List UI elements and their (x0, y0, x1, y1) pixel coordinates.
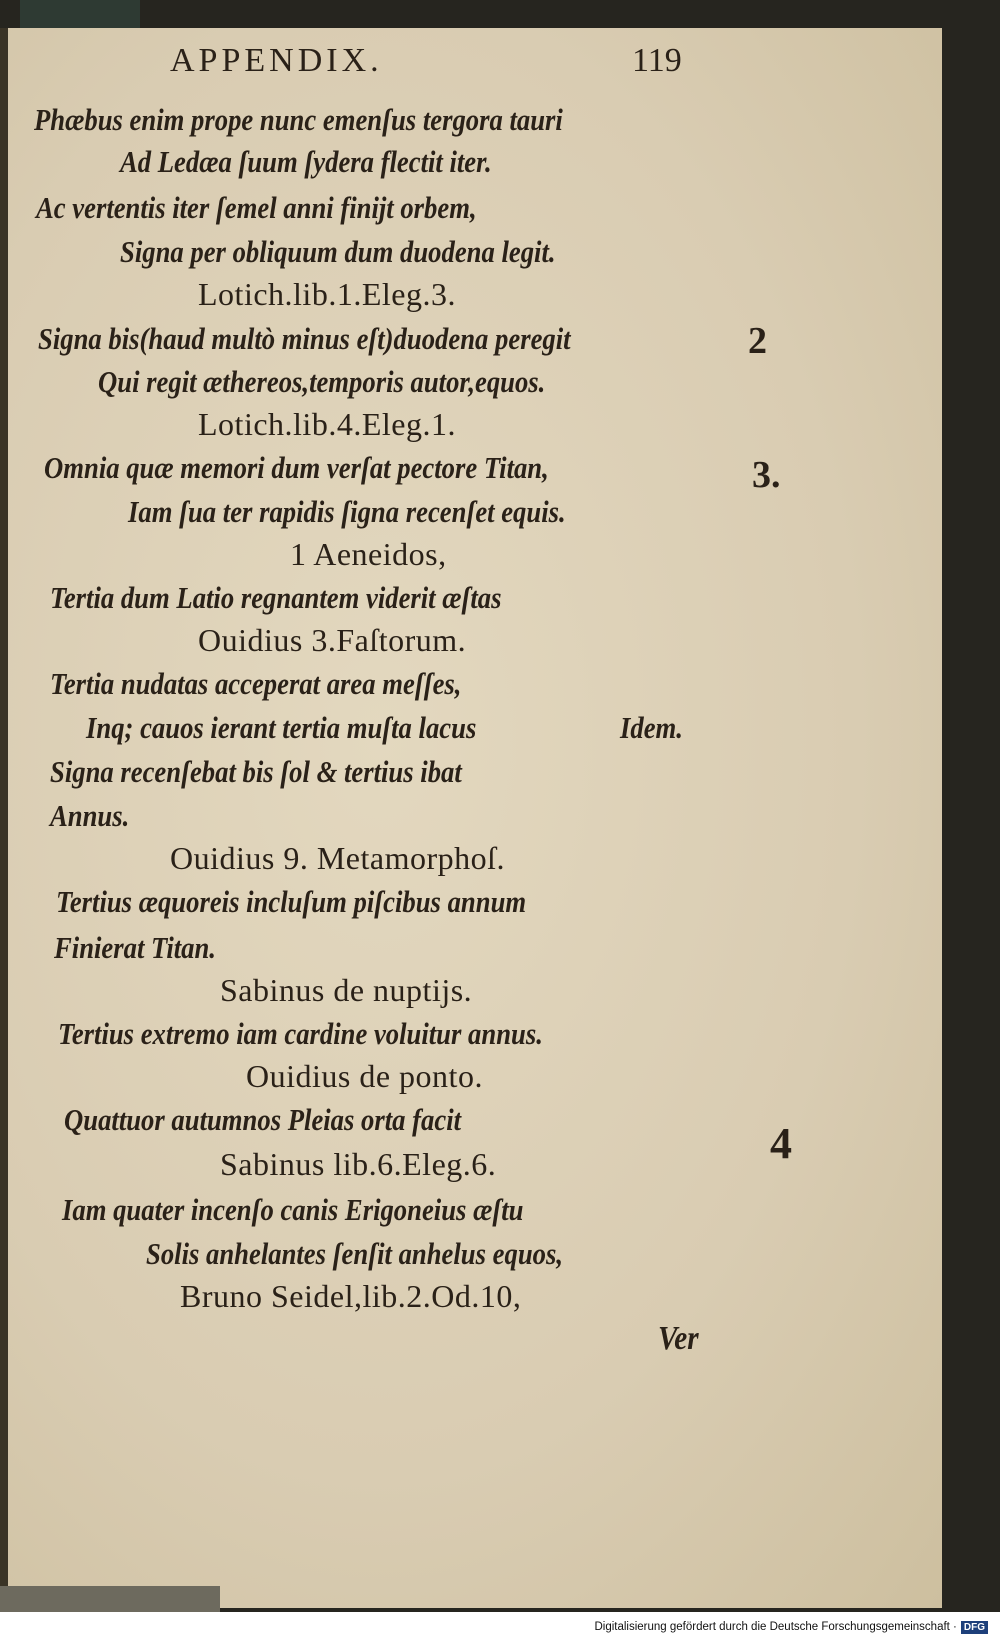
catchword: Ver (658, 1320, 699, 1357)
verse-line: Inq; cauos ierant tertia muſta lacus (86, 710, 477, 745)
verse-line: Annus. (50, 798, 130, 833)
page-edge (0, 28, 8, 1608)
verse-line: Solis anhelantes ſenſit anhelus equos, (146, 1236, 564, 1271)
book-cover-tab (20, 0, 140, 28)
running-head: APPENDIX. (170, 42, 383, 79)
verse-line: Finierat Titan. (54, 930, 216, 965)
verse-line: Tertia nudatas acceperat area meſſes, (50, 666, 462, 701)
margin-note: 4 (770, 1119, 792, 1168)
verse-line: Tertius æquoreis incluſum piſcibus annum (56, 884, 527, 919)
verse-line: Phæbus enim prope nunc emenſus tergora tauri (34, 102, 563, 137)
page-number: 119 (632, 42, 682, 79)
verse-line: Quattuor autumnos Pleias orta facit (64, 1102, 462, 1137)
verse-line: Signa per obliquum dum duodena legit. (120, 234, 556, 269)
dfg-logo: DFG (961, 1621, 988, 1634)
verse-line: Iam quater incenſo canis Erigoneius æſtu (62, 1192, 524, 1227)
verse-line: Signa recenſebat bis ſol & tertius ibat (50, 754, 462, 789)
verse-line: Tertia dum Latio regnantem viderit æſtas (50, 580, 502, 615)
source-citation: 1 Aeneidos, (290, 536, 447, 572)
digitization-footer (594, 1619, 988, 1635)
source-citation: Sabinus de nuptijs. (220, 972, 473, 1008)
verse-line: Omnia quæ memori dum verſat pectore Titan, (44, 450, 549, 485)
source-citation: Ouidius 9. Metamorphoſ. (170, 840, 506, 876)
source-citation: Ouidius de ponto. (246, 1058, 483, 1094)
source-citation: Bruno Seidel,lib.2.Od.10, (180, 1278, 522, 1314)
margin-note: 3. (752, 454, 781, 496)
source-citation: Lotich.lib.1.Eleg.3. (198, 276, 456, 312)
verse-line: Ac vertentis iter ſemel anni finijt orbem, (36, 190, 477, 225)
verse-line: Iam ſua ter rapidis ſigna recenſet equis. (128, 494, 566, 529)
verse-line: Tertius extremo iam cardine voluitur annus. (58, 1016, 543, 1051)
verse-line: Qui regit æthereos,temporis autor,equos. (98, 364, 546, 399)
margin-note: Idem. (620, 710, 683, 745)
margin-note: 2 (748, 320, 767, 362)
source-citation: Ouidius 3.Faſtorum. (198, 622, 467, 658)
footer-text: Digitalisierung gefördert durch die Deutsche Forschungsgemeinschaft · (594, 1621, 957, 1633)
source-citation: Sabinus lib.6.Eleg.6. (220, 1146, 497, 1182)
verse-line: Ad Ledæa ſuum ſydera flectit iter. (120, 144, 492, 179)
source-citation: Lotich.lib.4.Eleg.1. (198, 406, 456, 442)
book-bottom-edge (0, 1586, 220, 1612)
verse-line: Signa bis(haud multò minus eſt)duodena peregit (38, 321, 571, 356)
